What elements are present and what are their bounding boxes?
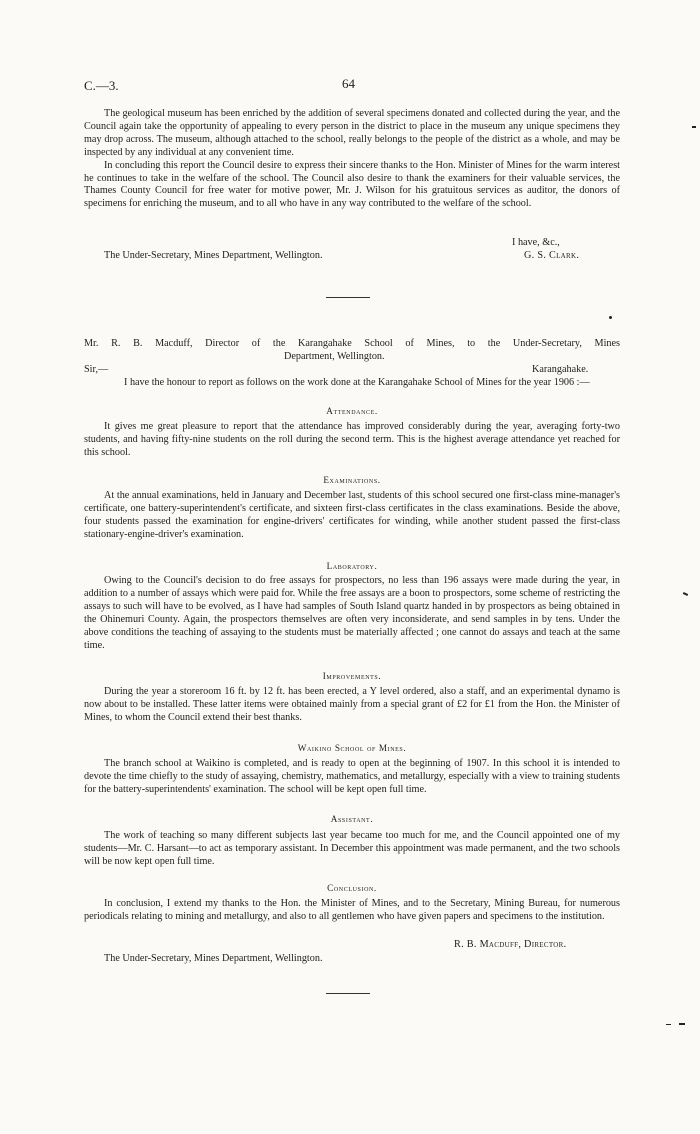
- scan-speck: [683, 592, 688, 596]
- second-report-signature: R. B. Macduff, Director.: [454, 939, 567, 950]
- second-report-addressee: The Under-Secretary, Mines Department, Wellington.: [104, 953, 323, 964]
- salutation: Sir,—: [84, 364, 109, 375]
- laboratory-text: Owing to the Council's decision to do free assays for prospectors, no less than 196 assays were made during the year, in addition to a number of assays which were paid for. While the free assays are a boon to prospectors, some scheme of restricting the assays to such will have to be evolved, as I have had samples of South Island quartz handed in by prospectors as being obtained in the Ohinemuri County. Again, the prospectors themselves are often very inconsiderate, and send samples in by tens. Under the above conditions the teaching of assaying to the students must be materially affected ; one cannot do assays and teach at the same time.: [84, 575, 620, 651]
- heading-line-2: Department, Wellington.: [284, 350, 385, 362]
- conclusion-text: In conclusion, I extend my thanks to the Hon. the Minister of Mines, and to the Secretary, Mining Bureau, for numerous periodicals relating to mining and metallurgy, and also to all gentlemen who have given papers and specimens to the institution.: [84, 898, 620, 922]
- scan-speck: [609, 316, 612, 319]
- closing-formula: I have, &c.,: [512, 237, 560, 248]
- letter-heading: [84, 338, 620, 364]
- examinations-text: At the annual examinations, held in January and December last, students of this school secured one first-class mine-manager's certificate, one battery-superintendent's certificate, and sixteen first-class certificates in the class examinations. Beside the above, four students passed the examination for engine-drivers' certificates for winding, while another student passed the first-class stationary-engine-driver's examination.: [84, 490, 620, 540]
- attendance-text: It gives me great pleasure to report that the attendance has improved considerably during the year, averaging forty-two students, and having fifty-nine students on the roll during the second term. This is the highest average attendance yet reached for this school.: [84, 421, 620, 458]
- heading-assistant: Assistant.: [330, 814, 374, 824]
- waikino-body: [84, 758, 620, 797]
- heading-improvements: Improvements.: [322, 671, 382, 681]
- place-name: Karangahake.: [532, 364, 589, 375]
- heading-laboratory: Laboratory.: [326, 561, 378, 571]
- section-divider: [326, 297, 370, 298]
- scan-speck: [679, 1023, 685, 1025]
- opening-text: I have the honour to report as follows on the work done at the Karangahake School of Mines for the year 1906 :—: [124, 377, 590, 388]
- waikino-text: The branch school at Waikino is completed, and is ready to open at the beginning of 1907. In this school it is intended to devote the time chiefly to the study of assaying, chemistry, mathematics, and metallurgy, especially with a view to training students for the battery-superintendents' examination. The school will be kept open full time.: [84, 758, 620, 795]
- assistant-body: [84, 830, 620, 869]
- heading-waikino: Waikino School of Mines.: [297, 743, 407, 753]
- page-number: 64: [342, 76, 355, 91]
- opening-paragraph: [84, 377, 620, 390]
- paragraph-conclusion-thanks: In concluding this report the Council desire to express their sincere thanks to the Hon. Minister of Mines for the warm interest he continues to take in the welfare of the school. The Council also desire to thank the examiners for their valuable services, the Thames County Council for free water for motive power, Mr. J. Wilson for his gratuitous services as auditor, the donors of specimens for enriching the museum, and to all who have in any way contributed to the welfare of the school.: [84, 159, 620, 210]
- first-report-body: [84, 108, 620, 211]
- heading-attendance: Attendance.: [326, 406, 378, 416]
- laboratory-body: [84, 575, 620, 652]
- document-reference: C.—3.: [84, 78, 119, 93]
- improvements-body: [84, 686, 620, 725]
- examinations-body: [84, 490, 620, 542]
- paragraph-museum: The geological museum has been enriched by the addition of several specimens donated and collected during the year, and the Council again take the opportunity of appealing to every person in the district to place in the museum any unique specimens they may drop across. The museum, although attached to the school, really belongs to the people of the district as a whole, and may be inspected by any individual at any convenient time.: [84, 108, 620, 158]
- first-report-signature: G. S. Clark.: [524, 250, 580, 261]
- attendance-body: [84, 421, 620, 460]
- heading-examinations: Examinations.: [323, 475, 381, 485]
- end-divider: [326, 993, 370, 994]
- scan-speck: [666, 1024, 671, 1025]
- heading-conclusion: Conclusion.: [327, 883, 377, 893]
- improvements-text: During the year a storeroom 16 ft. by 12 ft. has been erected, a Y level ordered, also a staff, and an experimental dynamo is now about to be installed. These latter items were obtained mainly from a special grant of £2 for £1 from the Hon. the Minister of Mines, to whom the Council extend their best thanks.: [84, 686, 620, 723]
- first-report-addressee: The Under-Secretary, Mines Department, Wellington.: [104, 250, 323, 261]
- assistant-text: The work of teaching so many different subjects last year became too much for me, and the Council appointed one of my students—Mr. C. Harsant—to act as temporary assistant. In December this appointment was made permanent, and the two schools will be now kept open full time.: [84, 830, 620, 867]
- conclusion-body: [84, 898, 620, 924]
- scan-speck: [692, 126, 696, 128]
- heading-line-1: Mr. R. B. Macduff, Director of the Karangahake School of Mines, to the Under-Secretary, Mines: [84, 338, 620, 349]
